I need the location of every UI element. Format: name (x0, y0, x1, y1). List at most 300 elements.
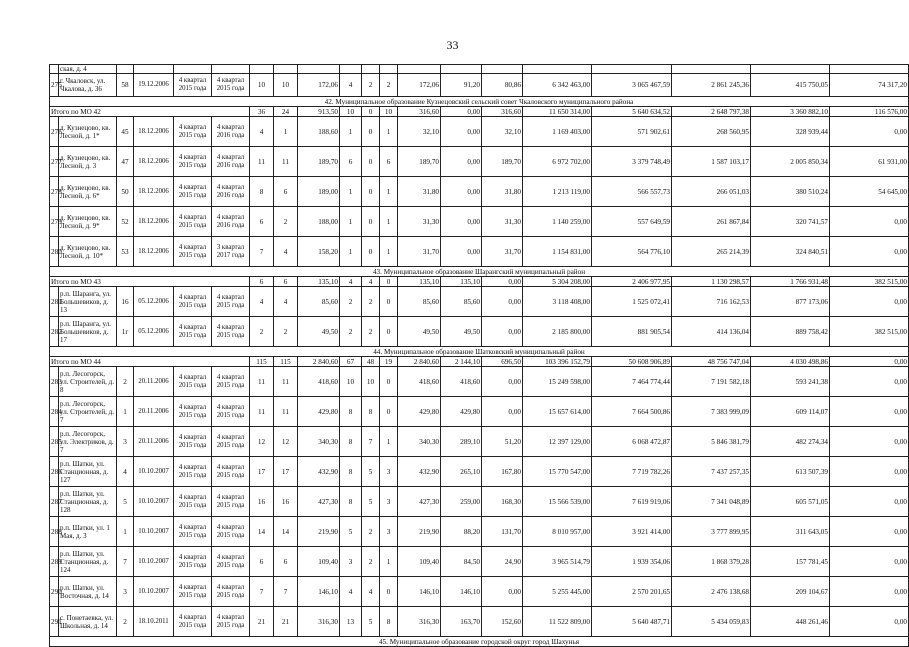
cell-b: 2 (362, 74, 380, 97)
cell-c1: 16 (250, 487, 274, 517)
cell-c1: 4 (250, 287, 274, 317)
cell-area: 158,20 (298, 237, 340, 267)
cell-cost: 6 342 463,00 (523, 74, 592, 97)
section-header-row (50, 97, 909, 107)
total-f1: 2 406 977,95 (592, 277, 672, 287)
cell-f4: 0,00 (830, 577, 909, 607)
document-number: 50 (117, 177, 134, 207)
document-date: 10.10.2007 (134, 457, 174, 487)
cell-a: 8 (340, 487, 362, 517)
cell-f3: 209 104,67 (751, 577, 830, 607)
row-number: 288 (50, 517, 59, 547)
document-number: 3 (117, 427, 134, 457)
table-row (50, 547, 909, 577)
total-s2: 0,00 (441, 107, 482, 117)
cell-c2: 6 (274, 177, 298, 207)
cell-s3: 0,00 (482, 367, 523, 397)
cell-a: 8 (340, 457, 362, 487)
document-date: 10.10.2007 (134, 517, 174, 547)
planned-end: 4 квартал 2016 года (212, 117, 250, 147)
cell-c1: 4 (250, 117, 274, 147)
housing-table (49, 64, 909, 647)
document-date: 18.12.2006 (134, 237, 174, 267)
cell-f2: 2 476 138,68 (672, 577, 751, 607)
empty-cell (298, 65, 340, 74)
cell-f1: 7 664 500,86 (592, 397, 672, 427)
cell-s3: 51,20 (482, 427, 523, 457)
planned-start: 4 квартал 2015 года (174, 607, 212, 637)
address: р.п. Шаранга, ул. Большевиков, д. 17 (59, 317, 117, 347)
cell-s2: 163,70 (441, 607, 482, 637)
cell-c: 1 (380, 237, 398, 267)
cell-s1: 189,70 (398, 147, 441, 177)
document-date: 18.12.2006 (134, 147, 174, 177)
total-label: Итого по МО 44 (50, 357, 250, 367)
document-date: 20.11.2006 (134, 367, 174, 397)
cell-f1: 571 902,61 (592, 117, 672, 147)
total-f4: 116 576,00 (830, 107, 909, 117)
table-row (50, 74, 909, 97)
document-number: 47 (117, 147, 134, 177)
cell-s1: 316,30 (398, 607, 441, 637)
cell-cost: 1 154 831,00 (523, 237, 592, 267)
cell-cost: 2 185 800,00 (523, 317, 592, 347)
cell-c2: 10 (274, 74, 298, 97)
cell-a: 1 (340, 237, 362, 267)
cell-c: 1 (380, 177, 398, 207)
planned-start: 4 квартал 2015 года (174, 207, 212, 237)
cell-s3: 32,10 (482, 117, 523, 147)
total-f3: 4 030 498,86 (751, 357, 830, 367)
document-number: 52 (117, 207, 134, 237)
row-number: 279 (50, 207, 59, 237)
address: р.п. Шатки, ул. Станционная, д. 124 (59, 547, 117, 577)
planned-end: 4 квартал 2015 года (212, 287, 250, 317)
planned-end: 4 квартал 2015 года (212, 367, 250, 397)
cell-b: 7 (362, 427, 380, 457)
section-header-row (50, 347, 909, 357)
cell-area: 429,80 (298, 397, 340, 427)
planned-start: 4 квартал 2015 года (174, 237, 212, 267)
cell-s2: 84,50 (441, 547, 482, 577)
table-row (50, 367, 909, 397)
empty-cell (250, 65, 274, 74)
cell-b: 2 (362, 287, 380, 317)
cell-c2: 2 (274, 207, 298, 237)
planned-start: 4 квартал 2015 года (174, 487, 212, 517)
address: с. Понетаевка, ул. Школьная, д. 14 (59, 607, 117, 637)
total-area: 913,50 (298, 107, 340, 117)
cell-cost: 5 255 445,00 (523, 577, 592, 607)
cell-s3: 31,30 (482, 207, 523, 237)
cell-cost: 11 522 809,00 (523, 607, 592, 637)
section-header-row (50, 267, 909, 277)
address: р.п. Шатки, ул. Станционная, д. 127 (59, 457, 117, 487)
empty-cell (751, 65, 830, 74)
cell-f2: 1 587 103,17 (672, 147, 751, 177)
cell-s2: 289,10 (441, 427, 482, 457)
cell-b: 0 (362, 117, 380, 147)
row-number: 283 (50, 367, 59, 397)
table-row (50, 207, 909, 237)
total-f3: 1 766 931,48 (751, 277, 830, 287)
cell-s2: 429,80 (441, 397, 482, 427)
table-row (50, 487, 909, 517)
empty-cell (212, 65, 250, 74)
total-b: 4 (362, 277, 380, 287)
cell-f1: 881 905,54 (592, 317, 672, 347)
cell-cost: 15 770 547,00 (523, 457, 592, 487)
cell-s1: 146,10 (398, 577, 441, 607)
planned-start: 4 квартал 2015 года (174, 367, 212, 397)
document-date: 10.10.2007 (134, 487, 174, 517)
section-header-row (50, 637, 909, 647)
cell-cost: 1 140 259,00 (523, 207, 592, 237)
cell-f3: 311 643,05 (751, 517, 830, 547)
cell-c2: 21 (274, 607, 298, 637)
cell-f1: 3 921 414,00 (592, 517, 672, 547)
cell-a: 4 (340, 74, 362, 97)
cell-f1: 3 065 467,59 (592, 74, 672, 97)
cell-area: 85,60 (298, 287, 340, 317)
cell-f2: 7 191 582,18 (672, 367, 751, 397)
cell-c2: 2 (274, 317, 298, 347)
document-number: 5 (117, 487, 134, 517)
cell-c: 8 (380, 607, 398, 637)
cell-s2: 91,20 (441, 74, 482, 97)
cell-c: 1 (380, 547, 398, 577)
cell-f1: 1 525 072,41 (592, 287, 672, 317)
address: р.п. Шатки, ул. Восточная, д. 14 (59, 577, 117, 607)
document-date: 10.10.2007 (134, 577, 174, 607)
document-number: 45 (117, 117, 134, 147)
cell-a: 2 (340, 287, 362, 317)
cell-b: 0 (362, 147, 380, 177)
document-date: 20.11.2006 (134, 397, 174, 427)
cell-f3: 328 939,44 (751, 117, 830, 147)
cell-f2: 414 136,04 (672, 317, 751, 347)
cell-f4: 0,00 (830, 457, 909, 487)
total-c: 19 (380, 357, 398, 367)
cell-s2: 146,10 (441, 577, 482, 607)
cell-f2: 7 437 257,35 (672, 457, 751, 487)
empty-cell (830, 65, 909, 74)
planned-end: 3 квартал 2017 года (212, 237, 250, 267)
document-number: 2 (117, 367, 134, 397)
cell-cost: 1 213 119,00 (523, 177, 592, 207)
address: г. Чкаловск, ул. Чкалова, д. 36 (59, 74, 117, 97)
planned-end: 4 квартал 2015 года (212, 317, 250, 347)
cell-c2: 11 (274, 147, 298, 177)
cell-f2: 268 560,95 (672, 117, 751, 147)
cell-f4: 0,00 (830, 117, 909, 147)
total-b: 48 (362, 357, 380, 367)
cell-s3: 80,86 (482, 74, 523, 97)
planned-end: 4 квартал 2016 года (212, 147, 250, 177)
planned-end: 4 квартал 2015 года (212, 607, 250, 637)
planned-start: 4 квартал 2015 года (174, 287, 212, 317)
total-cost: 5 304 208,00 (523, 277, 592, 287)
cell-area: 172,06 (298, 74, 340, 97)
cell-area: 188,60 (298, 117, 340, 147)
empty-cell (482, 65, 523, 74)
total-row (50, 357, 909, 367)
cell-f2: 7 383 999,09 (672, 397, 751, 427)
empty-cell (174, 65, 212, 74)
cell-a: 4 (340, 577, 362, 607)
document-number: 4 (117, 457, 134, 487)
cell-c2: 4 (274, 287, 298, 317)
cell-a: 1 (340, 177, 362, 207)
document-number: 1г (117, 317, 134, 347)
cell-c1: 6 (250, 207, 274, 237)
empty-cell (523, 65, 592, 74)
planned-end: 4 квартал 2015 года (212, 397, 250, 427)
cell-s1: 85,60 (398, 287, 441, 317)
row-number: 277 (50, 147, 59, 177)
total-c2: 115 (274, 357, 298, 367)
planned-start: 4 квартал 2015 года (174, 517, 212, 547)
cell-c: 6 (380, 147, 398, 177)
cell-c: 0 (380, 577, 398, 607)
total-f1: 50 608 906,89 (592, 357, 672, 367)
address: р.п. Лесогорск, ул. Строителей, д. 8 (59, 367, 117, 397)
cell-f2: 2 861 245,36 (672, 74, 751, 97)
cell-c: 2 (380, 74, 398, 97)
total-cost: 11 650 314,00 (523, 107, 592, 117)
cell-cost: 6 972 702,00 (523, 147, 592, 177)
cell-f1: 2 570 201,65 (592, 577, 672, 607)
empty-cell (380, 65, 398, 74)
cell-c1: 11 (250, 397, 274, 427)
cell-f3: 877 173,06 (751, 287, 830, 317)
total-s1: 316,60 (398, 107, 441, 117)
address: р.п. Лесогорск, ул. Строителей, д. 7 (59, 397, 117, 427)
cell-c: 0 (380, 317, 398, 347)
section-title: 44. Муниципальное образование Шатковский муниципальный район (50, 347, 909, 357)
cell-area: 189,70 (298, 147, 340, 177)
total-f2: 1 130 298,57 (672, 277, 751, 287)
cell-f1: 3 379 748,49 (592, 147, 672, 177)
total-s3: 316,60 (482, 107, 523, 117)
cell-c1: 7 (250, 237, 274, 267)
cell-f3: 609 114,07 (751, 397, 830, 427)
cell-c1: 2 (250, 317, 274, 347)
cell-a: 8 (340, 427, 362, 457)
cell-b: 0 (362, 177, 380, 207)
planned-end: 4 квартал 2015 года (212, 517, 250, 547)
cell-f3: 157 781,45 (751, 547, 830, 577)
cell-s3: 152,60 (482, 607, 523, 637)
cell-f3: 2 005 850,34 (751, 147, 830, 177)
cell-c2: 6 (274, 547, 298, 577)
cell-s3: 168,30 (482, 487, 523, 517)
cell-s2: 88,20 (441, 517, 482, 547)
document-number: 2 (117, 607, 134, 637)
document-number: 3 (117, 577, 134, 607)
cell-b: 5 (362, 487, 380, 517)
cell-area: 109,40 (298, 547, 340, 577)
cell-f3: 889 758,42 (751, 317, 830, 347)
cell-f4: 382 515,00 (830, 317, 909, 347)
total-f4: 382 515,00 (830, 277, 909, 287)
cell-f4: 0,00 (830, 517, 909, 547)
cell-c1: 8 (250, 177, 274, 207)
table-row (50, 427, 909, 457)
address: р.п. Лесогорск, ул. Электриков, д. 7 (59, 427, 117, 457)
empty-cell (441, 65, 482, 74)
cell-s2: 0,00 (441, 147, 482, 177)
cell-f3: 613 507,39 (751, 457, 830, 487)
cell-s1: 32,10 (398, 117, 441, 147)
total-label: Итого по МО 43 (50, 277, 250, 287)
planned-end: 4 квартал 2015 года (212, 74, 250, 97)
cell-a: 1 (340, 117, 362, 147)
cell-b: 0 (362, 237, 380, 267)
section-title: 42. Муниципальное образование Кузнецовский сельский совет Чкаловского муниципального района (50, 97, 909, 107)
cell-s3: 131,70 (482, 517, 523, 547)
cell-c: 3 (380, 457, 398, 487)
cell-c: 0 (380, 367, 398, 397)
table-row (50, 607, 909, 637)
table-row (50, 147, 909, 177)
total-a: 4 (340, 277, 362, 287)
cell-f3: 593 241,38 (751, 367, 830, 397)
cell-area: 432,90 (298, 457, 340, 487)
empty-cell (134, 65, 174, 74)
cell-c1: 6 (250, 547, 274, 577)
cell-s3: 167,80 (482, 457, 523, 487)
cell-c1: 11 (250, 147, 274, 177)
cell-cost: 3 965 514,79 (523, 547, 592, 577)
planned-end: 4 квартал 2015 года (212, 577, 250, 607)
cell-area: 418,60 (298, 367, 340, 397)
cell-b: 2 (362, 517, 380, 547)
table-row (50, 287, 909, 317)
total-f4: 0,00 (830, 357, 909, 367)
total-f2: 2 648 797,38 (672, 107, 751, 117)
total-s3: 696,50 (482, 357, 523, 367)
planned-start: 4 квартал 2015 года (174, 397, 212, 427)
table-body (50, 65, 909, 647)
empty-cell (274, 65, 298, 74)
cell-b: 5 (362, 457, 380, 487)
cell-f2: 1 868 379,28 (672, 547, 751, 577)
table-row (50, 317, 909, 347)
row-number-cell (50, 65, 59, 74)
planned-start: 4 квартал 2015 года (174, 74, 212, 97)
cell-f2: 5 434 059,83 (672, 607, 751, 637)
cell-f1: 5 640 487,71 (592, 607, 672, 637)
cell-s1: 427,30 (398, 487, 441, 517)
cell-b: 10 (362, 367, 380, 397)
cell-f1: 1 939 354,06 (592, 547, 672, 577)
total-area: 2 840,60 (298, 357, 340, 367)
cell-f1: 557 649,59 (592, 207, 672, 237)
row-number: 280 (50, 237, 59, 267)
cell-f4: 0,00 (830, 607, 909, 637)
planned-start: 4 квартал 2015 года (174, 317, 212, 347)
total-s2: 135,10 (441, 277, 482, 287)
cell-s1: 172,06 (398, 74, 441, 97)
document-number: 16 (117, 287, 134, 317)
empty-cell (117, 65, 134, 74)
cell-f1: 6 068 472,87 (592, 427, 672, 457)
cell-f4: 0,00 (830, 207, 909, 237)
cell-f2: 5 846 381,79 (672, 427, 751, 457)
cell-c2: 11 (274, 367, 298, 397)
cell-f4: 0,00 (830, 487, 909, 517)
cell-c: 0 (380, 397, 398, 427)
cell-f2: 265 214,39 (672, 237, 751, 267)
cell-c: 3 (380, 517, 398, 547)
document-number: 58 (117, 74, 134, 97)
document-date: 18.12.2006 (134, 117, 174, 147)
cell-s1: 219,90 (398, 517, 441, 547)
cell-f1: 7 719 782,26 (592, 457, 672, 487)
cell-b: 2 (362, 317, 380, 347)
cell-f3: 380 510,24 (751, 177, 830, 207)
document-date: 20.11.2006 (134, 427, 174, 457)
cell-area: 189,00 (298, 177, 340, 207)
cell-f4: 0,00 (830, 367, 909, 397)
cell-f2: 7 341 048,89 (672, 487, 751, 517)
cell-cost: 15 657 614,00 (523, 397, 592, 427)
total-row (50, 277, 909, 287)
cell-f4: 54 645,00 (830, 177, 909, 207)
row-number: 290 (50, 577, 59, 607)
cell-s2: 49,50 (441, 317, 482, 347)
document-date: 10.10.2007 (134, 547, 174, 577)
cell-cost: 3 118 408,00 (523, 287, 592, 317)
cell-f3: 320 741,57 (751, 207, 830, 237)
cell-f3: 448 261,46 (751, 607, 830, 637)
table-row (50, 457, 909, 487)
cell-f1: 564 776,10 (592, 237, 672, 267)
total-c: 0 (380, 277, 398, 287)
cell-cost: 12 397 129,00 (523, 427, 592, 457)
cell-c2: 17 (274, 457, 298, 487)
planned-end: 4 квартал 2015 года (212, 457, 250, 487)
total-c: 10 (380, 107, 398, 117)
total-a: 67 (340, 357, 362, 367)
document-number: 7 (117, 547, 134, 577)
cell-s3: 0,00 (482, 317, 523, 347)
cell-area: 340,30 (298, 427, 340, 457)
cell-c2: 4 (274, 237, 298, 267)
cell-c1: 21 (250, 607, 274, 637)
cell-s2: 0,00 (441, 117, 482, 147)
row-number: 282 (50, 317, 59, 347)
cell-s1: 418,60 (398, 367, 441, 397)
total-c1: 6 (250, 277, 274, 287)
planned-end: 4 квартал 2016 года (212, 207, 250, 237)
row-number: 278 (50, 177, 59, 207)
cell-cost: 15 249 598,00 (523, 367, 592, 397)
address: д. Кузнецово, кв. Лесной, д. 3 (59, 147, 117, 177)
cell-b: 8 (362, 397, 380, 427)
cell-f1: 7 464 774,44 (592, 367, 672, 397)
empty-cell (592, 65, 672, 74)
row-number: 281 (50, 287, 59, 317)
cell-area: 427,30 (298, 487, 340, 517)
address: д. Кузнецово, кв. Лесной, д. 9* (59, 207, 117, 237)
address-cell: ская, д. 4 (59, 65, 117, 74)
cell-c2: 12 (274, 427, 298, 457)
table-row (50, 397, 909, 427)
cell-c2: 1 (274, 117, 298, 147)
cell-c1: 12 (250, 427, 274, 457)
